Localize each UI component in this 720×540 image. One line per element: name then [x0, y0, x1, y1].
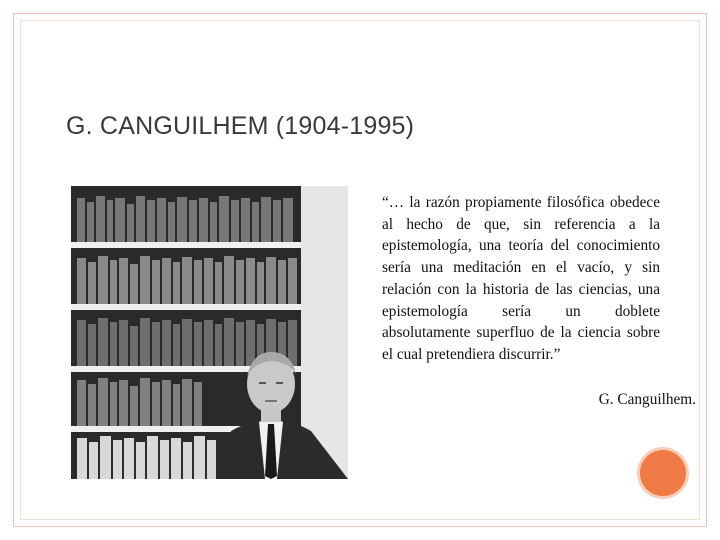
slide-title: G. CANGUILHEM (1904-1995)	[66, 112, 415, 140]
orange-circle-icon	[640, 450, 686, 496]
portrait-photo-icon	[71, 186, 348, 479]
quote-text: “… la razón propiamente filosófica obedece al hecho de que, sin referencia a la epistemología, una teoría del conocimiento sería una meditación en el vacío, y sin relación con la historia de las ciencias, una epistemología sería un doblete absolutamente superfluo de la ciencia sobre el cual pretendiera discurrir.”	[382, 194, 660, 363]
quote-author: G. Canguilhem.	[598, 391, 696, 408]
